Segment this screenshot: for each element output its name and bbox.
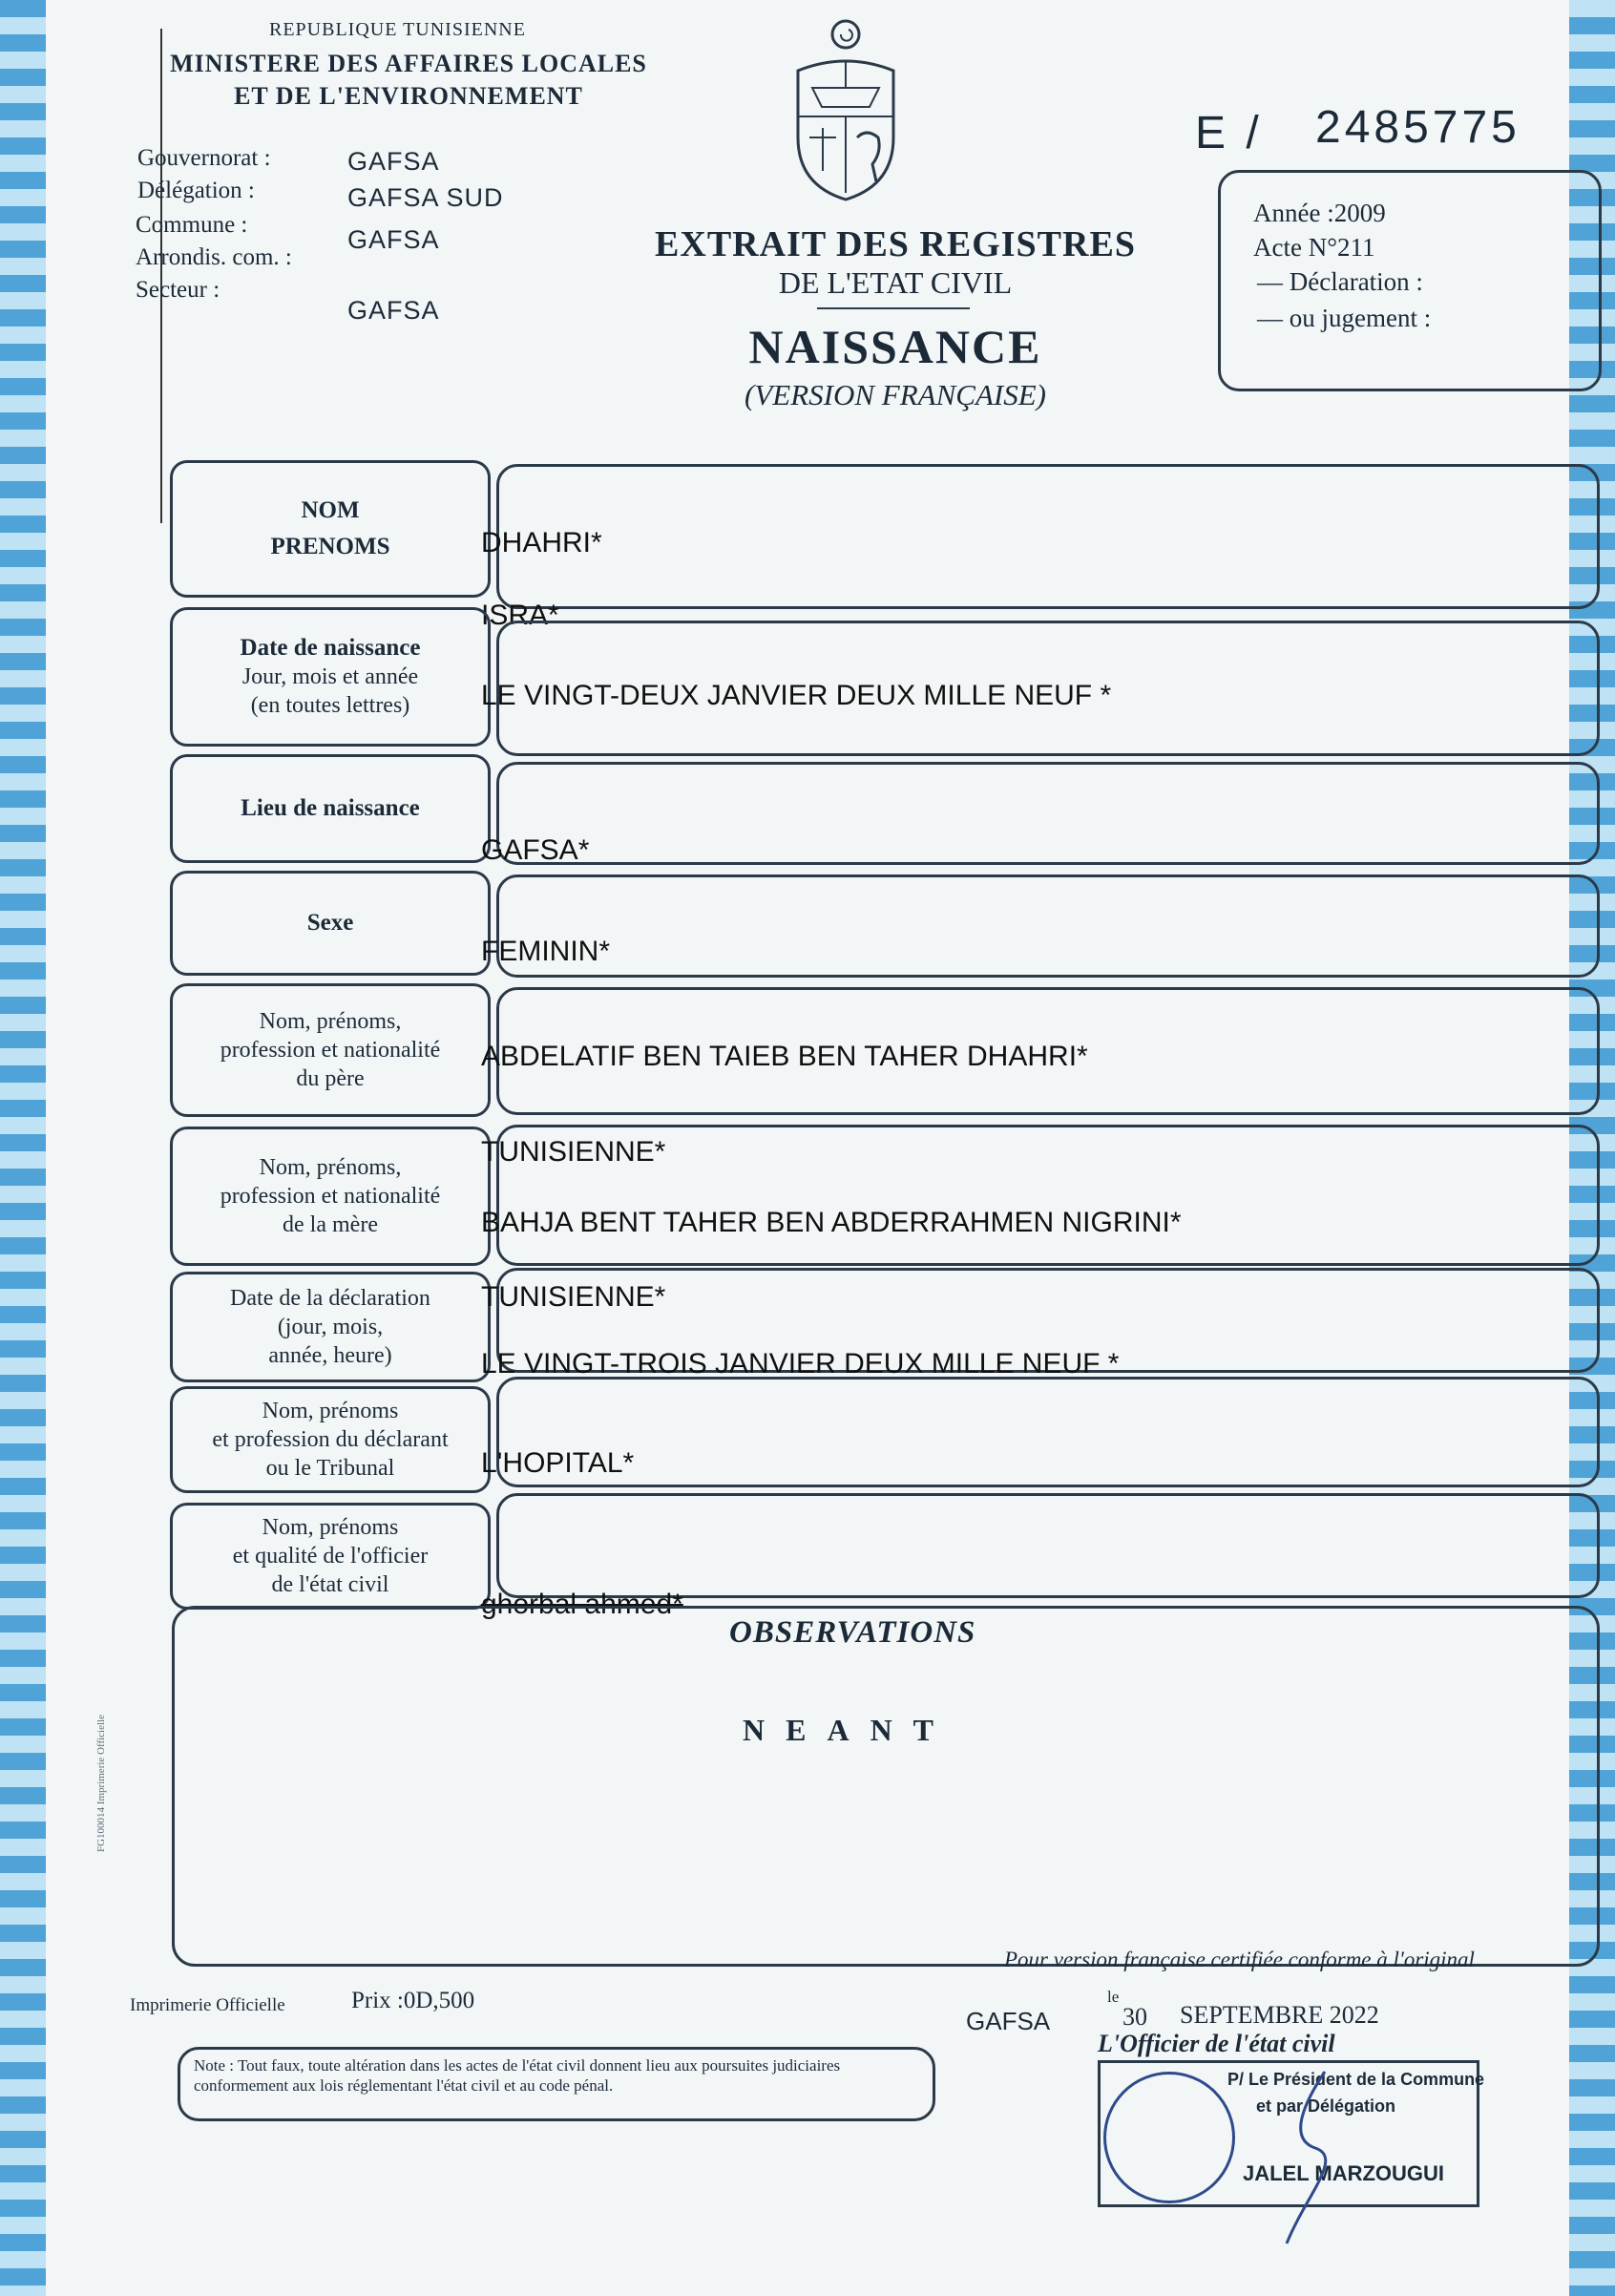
value-officier: ghorbal ahmed*: [481, 1589, 683, 1620]
footer-lieu: GAFSA: [966, 2007, 1051, 2035]
observations-box: [172, 1606, 1600, 1967]
gouvernorat-label: Gouvernorat :: [137, 145, 271, 171]
stamp-name: JALEL MARZOUGUI: [1243, 2161, 1445, 2185]
label-decl-2: (jour, mois,: [277, 1315, 384, 1339]
value-date-naissance: LE VINGT-DEUX JANVIER DEUX MILLE NEUF *: [481, 680, 1112, 711]
label-pere-1: Nom, prénoms,: [259, 1009, 402, 1034]
label-date-naissance-sub2: (en toutes lettres): [250, 693, 410, 718]
value-declarant: L'HOPITAL*: [481, 1447, 635, 1479]
label-officier-3: de l'état civil: [271, 1572, 389, 1597]
label-declarant-3: ou le Tribunal: [265, 1456, 395, 1481]
value-box-nom: [496, 464, 1600, 609]
value-prenom: ISRA*: [481, 600, 559, 631]
label-lieu-text: Lieu de naissance: [241, 795, 420, 821]
label-nom-prenoms: [170, 460, 491, 598]
side-print-code: FG100014 Imprimerie Officielle: [95, 1715, 107, 1852]
value-pere-nationalite: TUNISIENNE*: [481, 1136, 666, 1168]
commune-value: GAFSA: [347, 225, 440, 254]
label-declarant: [170, 1386, 491, 1493]
value-pere: ABDELATIF BEN TAIEB BEN TAHER DHAHRI*: [481, 1041, 1088, 1072]
label-pere-2: profession et nationalité: [220, 1038, 441, 1063]
value-mere-nationalite: TUNISIENNE*: [481, 1281, 666, 1313]
label-declarant-1: Nom, prénoms: [262, 1399, 399, 1423]
label-officier: [170, 1503, 491, 1610]
prix-text: Prix :0D,500: [351, 1988, 475, 2013]
serial-number: 2485775: [1315, 102, 1521, 153]
republique-text: REPUBLIQUE TUNISIENNE: [269, 19, 526, 40]
value-box-lieu: [496, 762, 1600, 865]
label-date-declaration: [170, 1272, 491, 1382]
annee-label: Année :: [1253, 199, 1334, 227]
title-extrait: EXTRAIT DES REGISTRES: [655, 224, 1136, 264]
certificate-sheet: [46, 0, 1569, 2296]
label-date-naissance-title: Date de naissance: [240, 635, 421, 661]
official-seal-icon: [1103, 2072, 1235, 2203]
decorative-border-left: [0, 0, 46, 2296]
value-box-sexe: [496, 874, 1600, 978]
jugement-label: — ou jugement :: [1257, 304, 1432, 332]
label-mere: [170, 1127, 491, 1266]
stamp-line2: et par Délégation: [1256, 2096, 1396, 2116]
label-lieu: [170, 754, 491, 863]
label-mere-3: de la mère: [283, 1212, 378, 1237]
footer-officier: L'Officier de l'état civil: [1098, 2030, 1335, 2057]
acte-label: Acte N°: [1253, 233, 1338, 262]
annee-value: 2009: [1333, 199, 1386, 227]
ministere-line1: MINISTERE DES AFFAIRES LOCALES: [170, 50, 647, 77]
observations-text: NEANT: [743, 1713, 955, 1747]
imprimerie-text: Imprimerie Officielle: [130, 1995, 285, 2015]
value-box-declarant: [496, 1377, 1600, 1487]
label-decl-1: Date de la déclaration: [230, 1286, 430, 1311]
gouvernorat-value: GAFSA: [347, 147, 440, 176]
certifie-text: Pour version française certifiée conforme à l'original: [1004, 1948, 1475, 1971]
label-officier-2: et qualité de l'officier: [232, 1544, 429, 1569]
delegation-value: GAFSA SUD: [347, 183, 504, 212]
title-underline: [817, 307, 970, 309]
footer-mois-annee: SEPTEMBRE 2022: [1180, 2001, 1379, 2029]
label-date-naissance: [170, 607, 491, 747]
signature-icon: [1248, 2062, 1363, 2253]
delegation-label: Délégation :: [137, 178, 255, 203]
header-divider-line: [160, 29, 162, 523]
label-sexe-text: Sexe: [306, 910, 354, 936]
commune-label: Commune :: [136, 212, 248, 238]
label-pere-3: du père: [296, 1066, 365, 1091]
value-date-declaration: LE VINGT-TROIS JANVIER DEUX MILLE NEUF *: [481, 1348, 1120, 1380]
title-version: (VERSION FRANÇAISE): [745, 378, 1046, 411]
label-mere-1: Nom, prénoms,: [259, 1155, 402, 1180]
title-naissance: NAISSANCE: [748, 320, 1042, 373]
value-lieu: GAFSA*: [481, 834, 590, 866]
label-declarant-2: et profession du déclarant: [212, 1427, 449, 1452]
note-box: Note : Tout faux, toute altération dans les actes de l'état civil donnent lieu aux poursuites judiciaires conformement aux lois réglementant l'état civil et au code pénal.: [178, 2047, 935, 2121]
footer-jour: 30: [1122, 2003, 1147, 2031]
label-prenoms: PRENOMS: [270, 534, 390, 559]
value-mere: BAHJA BENT TAHER BEN ABDERRAHMEN NIGRINI*: [481, 1207, 1182, 1238]
stamp-line1: P/ Le Président de la Commune: [1227, 2070, 1485, 2089]
coat-of-arms-icon: [788, 13, 903, 204]
value-sexe: FEMININ*: [481, 936, 610, 967]
value-box-officier: [496, 1493, 1600, 1598]
declaration-label: — Déclaration :: [1257, 267, 1423, 296]
label-officier-1: Nom, prénoms: [262, 1515, 399, 1540]
secteur-label: Secteur :: [136, 277, 220, 303]
label-pere: [170, 983, 491, 1117]
ministere-line2: ET DE L'ENVIRONNEMENT: [234, 82, 583, 110]
acte-value: 211: [1337, 233, 1375, 262]
label-mere-2: profession et nationalité: [220, 1184, 441, 1209]
secteur-value: GAFSA: [347, 296, 440, 325]
serial-prefix: E /: [1195, 108, 1263, 158]
value-nom: DHAHRI*: [481, 527, 602, 558]
label-sexe: [170, 871, 491, 976]
footer-le: le: [1107, 1988, 1120, 2006]
observations-title: OBSERVATIONS: [729, 1615, 976, 1650]
label-date-naissance-sub1: Jour, mois et année: [241, 664, 419, 689]
acte-box: [1218, 170, 1602, 391]
title-etat-civil: DE L'ETAT CIVIL: [778, 265, 1013, 300]
label-decl-3: année, heure): [268, 1343, 392, 1368]
label-nom: NOM: [301, 497, 360, 523]
arrondis-label: Arrondis. com. :: [136, 244, 292, 270]
